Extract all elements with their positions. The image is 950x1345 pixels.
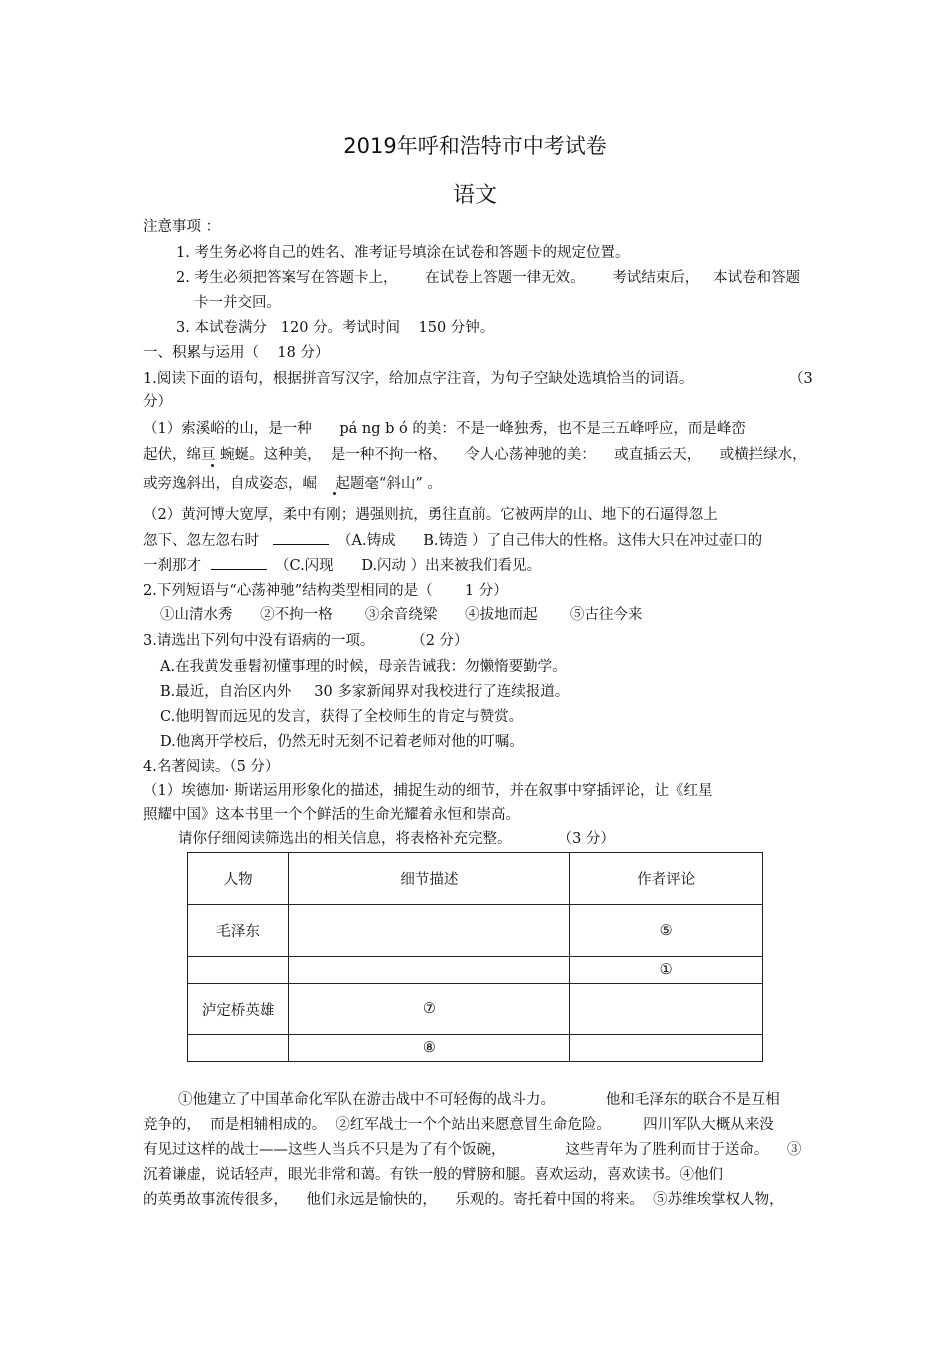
table-header-row [188,853,763,905]
note-item: 3. 本试卷满分 120 分。考试时间 150 分钟。 [176,320,495,336]
note-item: 2. 考生必须把答案写在答题卡上， 在试卷上答题一律无效。 考试结束后， 本试卷和答题 [176,270,801,286]
q1-score-cont: 分） [143,394,172,410]
subject-title: 语文 [452,183,497,208]
character-table [187,852,763,1062]
q1-part2-line: 一刹那才 （C.闪现 D.闪动 ）出来被我们看见。 [143,555,541,576]
q3-stem: 3.请选出下列句中没有语病的一项。 （2 分） [143,633,469,649]
q4-instruction: 请你仔细阅读筛选出的相关信息，将表格补充完整。 （3 分） [178,831,615,847]
table-cell: ① [570,957,763,984]
table-cell [289,905,570,957]
table-cell: ⑤ [570,905,763,957]
table-header: 细节描述 [289,853,570,905]
table-header: 作者评论 [570,853,763,905]
q2-options: ①山清水秀 ②不拘一格 ③余音绕梁 ④拔地而起 ⑤古往今来 [160,607,643,623]
q1-part2-line: 忽下、忽左忽右时 （A.铸成 B.铸造 ）了自己伟大的性格。这伟大只在冲过壶口的 [143,530,762,551]
passage-line: 沉着谦虚，说话轻声，眼光非常和蔼。有铁一般的臂膀和腿。喜欢运动，喜欢读书。④他们 [143,1167,723,1183]
q3-option-a: A.在我黄发垂髫初懂事理的时候，母亲告诫我：勿懒惰要勤学。 [160,659,567,675]
table-cell [188,957,289,984]
table-row [188,905,763,957]
answer-blank [273,530,329,545]
exam-title: 2019年呼和浩特市中考试卷 [343,134,607,158]
q2-stem: 2.下列短语与“心荡神驰”结构类型相同的是（ 1 分） [143,583,508,599]
table-cell [188,1035,289,1062]
section-heading: 一、积累与运用（ 18 分） [143,345,330,361]
q3-option-c: C.他明智而远见的发言，获得了全校师生的肯定与赞赏。 [160,709,524,725]
notes-heading: 注意事项 ： [143,219,221,235]
passage-line: ①他建立了中国革命化军队在游击战中不可轻侮的战斗力。 他和毛泽东的联合不是互相 [178,1092,780,1108]
note-item: 卡一并交回。 [194,295,281,311]
table-cell [570,984,763,1035]
table-cell: ⑦ [289,984,570,1035]
emphasis-dot [211,464,214,467]
table-row [188,1035,763,1062]
q1-part1-line: （1）索溪峪的山，是一种 pá ng b ó 的美：不是一峰独秀，也不是三五峰呼应，而是峰峦 [143,421,746,437]
q1-part1-line: 或旁逸斜出，自成姿态，崛 起题毫“斜山” 。 [143,476,442,492]
q4-part1-line: （1）埃德加· 斯诺运用形象化的描述，捕捉生动的细节，并在叙事中穿插评论，让《红星 [143,783,713,799]
answer-blank [211,555,267,570]
passage-line: 竞争的， 而是相辅相成的。 ②红军战士一个个站出来愿意冒生命危险。 四川军队大概从来没 [143,1117,774,1133]
passage-line: 有见过这样的战士——这些人当兵不只是为了有个饭碗， 这些青年为了胜利而甘于送命。 ③ [143,1142,802,1158]
q1-score: （3 [789,371,813,387]
q4-stem: 4.名著阅读。（5 分） [143,759,280,775]
q1-part1-line: 起伏，绵亘 蜿蜒。这种美， 是一种不拘一格、 令人心荡神驰的美： 或直插云天， 或横拦绿水， [143,447,807,463]
passage-line: 的英勇故事流传很多， 他们永远是愉快的， 乐观的。寄托着中国的将来。 ⑤苏维埃掌权人物， [143,1192,784,1208]
q4-part1-line: 照耀中国》这本书里一个个鲜活的生命光耀着永恒和崇高。 [143,807,520,823]
q1-stem: 1.阅读下面的语句，根据拼音写汉字，给加点字注音，为句子空缺处选填恰当的词语。 [143,371,694,387]
emphasis-dot [333,492,336,495]
table-row [188,957,763,984]
q3-option-d: D.他离开学校后，仍然无时无刻不记着老师对他的叮嘱。 [160,734,524,750]
table-cell: 泸定桥英雄 [188,984,289,1035]
table-cell: 毛泽东 [188,905,289,957]
q1-part2-line: （2）黄河博大宽厚，柔中有刚；遇强则抗，勇往直前。它被两岸的山、地下的石逼得忽上 [143,507,718,523]
note-item: 1. 考生务必将自己的姓名、准考证号填涂在试卷和答题卡的规定位置。 [176,245,630,261]
table-cell: ⑧ [289,1035,570,1062]
table-row [188,984,763,1035]
q3-option-b: B.最近，自治区内外 30 多家新闻界对我校进行了连续报道。 [160,684,570,700]
table-cell [570,1035,763,1062]
table-cell [289,957,570,984]
table-header: 人物 [188,853,289,905]
